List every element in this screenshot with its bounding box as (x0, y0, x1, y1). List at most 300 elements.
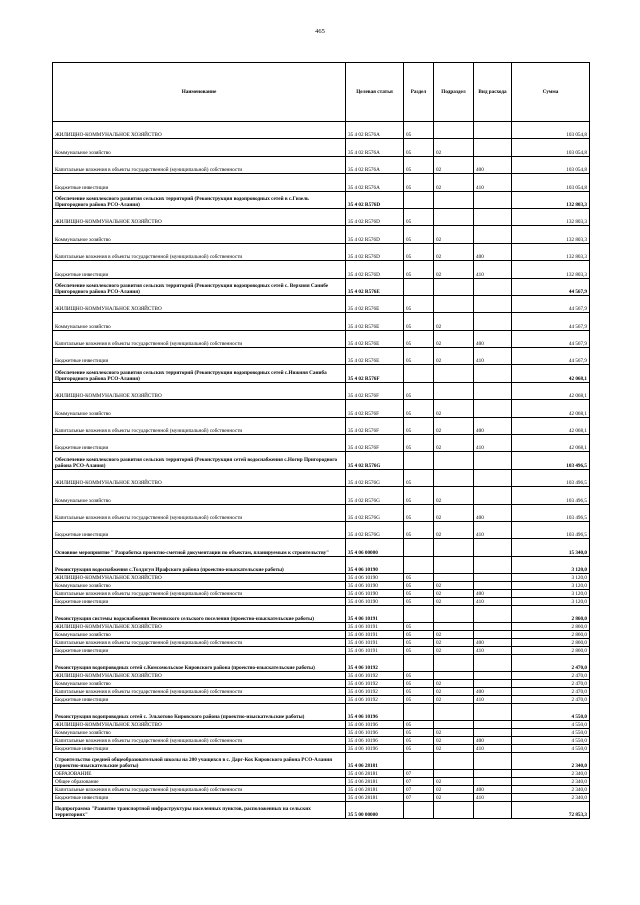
row-article: 35 4 06 10190 (346, 589, 404, 597)
row-name: ЖИЛИЩНО-КОММУНАЛЬНОЕ ХОЗЯЙСТВО (53, 623, 346, 631)
row-sum: 2 860,0 (512, 638, 590, 646)
row-expense-type (474, 582, 512, 590)
row-section: 05 (404, 295, 434, 312)
row-article: 35 4 02 R576E (346, 348, 404, 365)
table-row (53, 156, 590, 173)
table-row (53, 174, 590, 191)
table-row (53, 703, 590, 720)
row-expense-type (474, 631, 512, 639)
table-row (53, 243, 590, 260)
row-expense-type (474, 556, 512, 573)
row-expense-type (474, 452, 512, 469)
row-sum: 3 120,0 (512, 556, 590, 573)
row-section: 05 (404, 226, 434, 243)
row-sum: 2 340,0 (512, 777, 590, 785)
row-article: 35 4 06 10192 (346, 679, 404, 687)
row-name: Коммунальное хозяйство (53, 139, 346, 156)
row-subsection: 02 (434, 793, 474, 801)
row-subsection: 02 (434, 744, 474, 752)
row-subsection: 02 (434, 687, 474, 695)
row-article: 35 4 06 00000 (346, 539, 404, 556)
row-section: 05 (404, 582, 434, 590)
row-sum: 44 567,9 (512, 348, 590, 365)
row-name: ЖИЛИЩНО-КОММУНАЛЬНОЕ ХОЗЯЙСТВО (53, 574, 346, 582)
row-expense-type (474, 139, 512, 156)
row-sum: 44 567,9 (512, 330, 590, 347)
table-row (53, 504, 590, 521)
row-section (404, 752, 434, 769)
row-article: 35 4 02 R576A (346, 122, 404, 139)
row-expense-type (474, 679, 512, 687)
row-article: 35 4 06 10192 (346, 695, 404, 703)
row-article: 35 4 06 10191 (346, 631, 404, 639)
row-article: 35 4 02 R576E (346, 313, 404, 330)
row-section: 05 (404, 597, 434, 605)
row-expense-type (474, 487, 512, 504)
row-subsection: 02 (434, 728, 474, 736)
row-sum: 72 853,3 (512, 801, 590, 818)
row-section (404, 452, 434, 469)
row-article: 35 4 06 28181 (346, 793, 404, 801)
row-expense-type (474, 721, 512, 729)
row-sum: 2 470,0 (512, 695, 590, 703)
row-name: Коммунальное хозяйство (53, 582, 346, 590)
row-expense-type (474, 313, 512, 330)
row-expense-type (474, 278, 512, 295)
row-subsection: 02 (434, 504, 474, 521)
row-name: Обеспечение комплексного развития сельских территорий (Реконструкция водопроводных сетей с.Нижняя Саниба Пригородного района РСО-Алания) (53, 365, 346, 382)
row-article: 35 4 02 R576D (346, 243, 404, 260)
row-expense-type: 400 (474, 504, 512, 521)
row-section: 05 (404, 574, 434, 582)
row-expense-type (474, 539, 512, 556)
row-subsection (434, 752, 474, 769)
row-expense-type (474, 769, 512, 777)
row-article: 35 4 06 10190 (346, 582, 404, 590)
row-article: 35 4 06 10196 (346, 703, 404, 720)
row-name: Коммунальное хозяйство (53, 487, 346, 504)
row-name: Коммунальное хозяйство (53, 631, 346, 639)
row-section: 05 (404, 382, 434, 399)
row-subsection: 02 (434, 646, 474, 654)
row-section: 05 (404, 208, 434, 225)
row-article: 35 4 06 10192 (346, 654, 404, 671)
row-name: Бюджетные инвестиции (53, 695, 346, 703)
table-row (53, 556, 590, 573)
row-section: 05 (404, 687, 434, 695)
header-subsection: Подраздел (434, 63, 474, 122)
row-section: 05 (404, 348, 434, 365)
row-subsection (434, 382, 474, 399)
row-section (404, 556, 434, 573)
row-sum: 103 496,5 (512, 469, 590, 486)
table-row (53, 631, 590, 639)
row-article: 35 4 06 10190 (346, 597, 404, 605)
row-article: 35 4 02 R576D (346, 208, 404, 225)
header-sum: Сумма (512, 63, 590, 122)
row-subsection (434, 278, 474, 295)
row-expense-type: 410 (474, 521, 512, 538)
row-sum: 2 860,0 (512, 631, 590, 639)
row-article: 35 4 06 10196 (346, 721, 404, 729)
row-subsection (434, 295, 474, 312)
row-sum: 2 860,0 (512, 623, 590, 631)
row-name: Капитальные вложения в объекты государственной (муниципальной) собственности (53, 504, 346, 521)
table-row (53, 582, 590, 590)
row-section: 05 (404, 646, 434, 654)
row-name: Обеспечение комплексного развития сельских территорий (Реконструкция сетей водоснабжения с.Ногир Пригородного района РСО-Алания) (53, 452, 346, 469)
row-article: 35 4 06 10191 (346, 623, 404, 631)
row-section: 05 (404, 261, 434, 278)
row-sum: 2 470,0 (512, 672, 590, 680)
row-expense-type: 410 (474, 695, 512, 703)
row-expense-type: 400 (474, 589, 512, 597)
row-section: 05 (404, 721, 434, 729)
row-name: ЖИЛИЩНО-КОММУНАЛЬНОЕ ХОЗЯЙСТВО (53, 122, 346, 139)
row-section (404, 703, 434, 720)
row-sum: 2 340,0 (512, 785, 590, 793)
table-row (53, 469, 590, 486)
row-subsection: 02 (434, 139, 474, 156)
row-name: Бюджетные инвестиции (53, 261, 346, 278)
row-subsection: 02 (434, 261, 474, 278)
row-section: 05 (404, 728, 434, 736)
row-name: Коммунальное хозяйство (53, 400, 346, 417)
row-article: 35 4 02 R576D (346, 261, 404, 278)
row-section: 05 (404, 672, 434, 680)
row-name: Капитальные вложения в объекты государственной (муниципальной) собственности (53, 785, 346, 793)
row-name: Капитальные вложения в объекты государственной (муниципальной) собственности (53, 589, 346, 597)
table-row (53, 539, 590, 556)
row-section: 05 (404, 695, 434, 703)
row-sum: 132 803,3 (512, 208, 590, 225)
row-sum: 4 550,0 (512, 744, 590, 752)
row-article: 35 4 06 10190 (346, 556, 404, 573)
row-name: Обеспечение комплексного развития сельских территорий (Реконструкция водопроводных сетей с. Верхняя Санибе Пригородного района РСО-Алания) (53, 278, 346, 295)
row-expense-type (474, 382, 512, 399)
row-article: 35 4 02 R576F (346, 382, 404, 399)
row-name: Реконструкция водоснабжения с.Толдзгун Ирафского района (проектно-изыскательские работы) (53, 556, 346, 573)
row-subsection: 02 (434, 174, 474, 191)
row-subsection: 02 (434, 417, 474, 434)
row-article: 35 4 02 R576D (346, 191, 404, 208)
row-subsection (434, 556, 474, 573)
row-section: 05 (404, 623, 434, 631)
header-section: Раздел (404, 63, 434, 122)
row-name: Бюджетные инвестиции (53, 646, 346, 654)
row-subsection: 02 (434, 156, 474, 173)
row-expense-type (474, 122, 512, 139)
table-row (53, 295, 590, 312)
row-article: 35 4 06 10191 (346, 605, 404, 622)
row-subsection (434, 191, 474, 208)
row-expense-type: 400 (474, 736, 512, 744)
row-section: 07 (404, 785, 434, 793)
row-article: 35 4 02 R576A (346, 156, 404, 173)
table-row (53, 313, 590, 330)
row-sum: 4 550,0 (512, 728, 590, 736)
budget-table (52, 62, 590, 819)
row-sum: 2 860,0 (512, 605, 590, 622)
row-sum: 132 803,3 (512, 191, 590, 208)
row-subsection: 02 (434, 785, 474, 793)
row-name: ЖИЛИЩНО-КОММУНАЛЬНОЕ ХОЗЯЙСТВО (53, 469, 346, 486)
row-subsection (434, 769, 474, 777)
table-row (53, 744, 590, 752)
row-name: Обеспечение комплексного развития сельских территорий (Реконструкция водопроводных сетей в с.Гизель Пригородного района РСО-Алания) (53, 191, 346, 208)
row-article: 35 4 02 R576F (346, 400, 404, 417)
row-expense-type (474, 672, 512, 680)
row-name: Бюджетные инвестиции (53, 348, 346, 365)
row-name: Капитальные вложения в объекты государственной (муниципальной) собственности (53, 638, 346, 646)
table-row (53, 801, 590, 818)
row-sum: 42 068,1 (512, 435, 590, 452)
table-row (53, 654, 590, 671)
row-section: 05 (404, 744, 434, 752)
row-article: 35 4 02 R576A (346, 174, 404, 191)
row-name: Бюджетные инвестиции (53, 744, 346, 752)
table-row (53, 589, 590, 597)
table-row (53, 521, 590, 538)
row-section (404, 539, 434, 556)
row-expense-type (474, 400, 512, 417)
table-row (53, 752, 590, 769)
table-row (53, 435, 590, 452)
row-section: 05 (404, 469, 434, 486)
row-expense-type (474, 654, 512, 671)
page-number: 465 (315, 28, 325, 35)
row-expense-type: 400 (474, 330, 512, 347)
row-expense-type: 400 (474, 243, 512, 260)
row-expense-type (474, 574, 512, 582)
row-section (404, 801, 434, 818)
row-subsection: 02 (434, 589, 474, 597)
row-sum: 3 120,0 (512, 589, 590, 597)
row-expense-type: 410 (474, 744, 512, 752)
row-name: Коммунальное хозяйство (53, 679, 346, 687)
row-section: 05 (404, 521, 434, 538)
header-expense-type: Вид расхода (474, 63, 512, 122)
row-sum: 132 803,3 (512, 261, 590, 278)
row-name: ЖИЛИЩНО-КОММУНАЛЬНОЕ ХОЗЯЙСТВО (53, 295, 346, 312)
row-expense-type (474, 365, 512, 382)
row-sum: 4 550,0 (512, 703, 590, 720)
row-expense-type: 410 (474, 435, 512, 452)
row-article: 35 4 02 R576E (346, 295, 404, 312)
row-section: 05 (404, 139, 434, 156)
row-section: 05 (404, 631, 434, 639)
row-name: Коммунальное хозяйство (53, 728, 346, 736)
row-subsection (434, 801, 474, 818)
table-row (53, 208, 590, 225)
row-section: 07 (404, 777, 434, 785)
row-subsection: 02 (434, 330, 474, 347)
row-sum: 3 120,0 (512, 582, 590, 590)
row-name: Капитальные вложения в объекты государственной (муниципальной) собственности (53, 736, 346, 744)
row-expense-type (474, 469, 512, 486)
row-subsection: 02 (434, 597, 474, 605)
row-name: Бюджетные инвестиции (53, 174, 346, 191)
row-section: 05 (404, 400, 434, 417)
row-sum: 2 470,0 (512, 679, 590, 687)
row-section: 05 (404, 487, 434, 504)
row-sum: 132 803,3 (512, 226, 590, 243)
table-row (53, 278, 590, 295)
row-subsection (434, 574, 474, 582)
row-subsection (434, 703, 474, 720)
row-subsection: 02 (434, 631, 474, 639)
row-article: 35 4 06 28181 (346, 769, 404, 777)
row-subsection (434, 469, 474, 486)
row-article: 35 4 02 R576E (346, 330, 404, 347)
table-row (53, 638, 590, 646)
row-name: Капитальные вложения в объекты государственной (муниципальной) собственности (53, 417, 346, 434)
table-row (53, 122, 590, 139)
table-row (53, 695, 590, 703)
row-section: 05 (404, 504, 434, 521)
row-section: 07 (404, 769, 434, 777)
row-section: 05 (404, 156, 434, 173)
row-section (404, 278, 434, 295)
row-sum: 103 054,8 (512, 122, 590, 139)
row-section: 05 (404, 243, 434, 260)
row-subsection (434, 365, 474, 382)
row-subsection: 02 (434, 695, 474, 703)
table-row (53, 736, 590, 744)
table-row (53, 400, 590, 417)
row-section: 05 (404, 435, 434, 452)
row-subsection (434, 672, 474, 680)
row-section: 05 (404, 174, 434, 191)
row-subsection: 02 (434, 243, 474, 260)
row-sum: 42 068,1 (512, 417, 590, 434)
row-subsection: 02 (434, 638, 474, 646)
row-sum: 3 120,0 (512, 574, 590, 582)
row-article: 35 4 02 R576F (346, 417, 404, 434)
row-sum: 3 120,0 (512, 597, 590, 605)
row-expense-type (474, 801, 512, 818)
row-sum: 42 068,1 (512, 400, 590, 417)
row-subsection (434, 452, 474, 469)
row-expense-type (474, 777, 512, 785)
row-sum: 103 054,8 (512, 139, 590, 156)
row-sum: 42 068,1 (512, 365, 590, 382)
row-name: Реконструкция водопроводных сетей с. Эльхотово Кировского района (проектно-изыскательские работы) (53, 703, 346, 720)
row-section: 05 (404, 679, 434, 687)
table-row (53, 452, 590, 469)
row-section (404, 654, 434, 671)
row-section: 05 (404, 638, 434, 646)
row-expense-type: 400 (474, 417, 512, 434)
row-article: 35 4 06 28181 (346, 752, 404, 769)
row-name: Общее образование (53, 777, 346, 785)
row-section: 05 (404, 330, 434, 347)
row-subsection (434, 623, 474, 631)
row-subsection: 02 (434, 348, 474, 365)
row-name: ЖИЛИЩНО-КОММУНАЛЬНОЕ ХОЗЯЙСТВО (53, 672, 346, 680)
row-expense-type: 410 (474, 261, 512, 278)
row-expense-type (474, 226, 512, 243)
table-row (53, 623, 590, 631)
row-expense-type: 400 (474, 638, 512, 646)
row-article: 35 4 06 28181 (346, 777, 404, 785)
row-sum: 103 496,5 (512, 521, 590, 538)
row-article: 35 4 02 R576E (346, 278, 404, 295)
row-name: Капитальные вложения в объекты государственной (муниципальной) собственности (53, 243, 346, 260)
row-subsection: 02 (434, 313, 474, 330)
row-expense-type (474, 752, 512, 769)
table-header-row (53, 63, 590, 122)
row-name: Бюджетные инвестиции (53, 793, 346, 801)
row-expense-type: 410 (474, 348, 512, 365)
row-section (404, 191, 434, 208)
row-article: 35 4 02 R576D (346, 226, 404, 243)
row-subsection (434, 122, 474, 139)
row-expense-type: 410 (474, 174, 512, 191)
row-section: 05 (404, 122, 434, 139)
row-expense-type: 400 (474, 785, 512, 793)
table-row (53, 226, 590, 243)
table-row (53, 261, 590, 278)
row-name: ЖИЛИЩНО-КОММУНАЛЬНОЕ ХОЗЯЙСТВО (53, 208, 346, 225)
row-expense-type (474, 728, 512, 736)
table-row (53, 487, 590, 504)
row-sum: 4 550,0 (512, 721, 590, 729)
table-row (53, 769, 590, 777)
row-subsection (434, 654, 474, 671)
row-article: 35 4 06 10196 (346, 744, 404, 752)
row-sum: 2 860,0 (512, 646, 590, 654)
row-expense-type (474, 605, 512, 622)
row-name: Реконструкция системы водоснабжения Весенвского сельского поселения (проектно-изыскательские работы) (53, 605, 346, 622)
row-name: ОБРАЗОВАНИЕ (53, 769, 346, 777)
row-expense-type: 410 (474, 646, 512, 654)
table-row (53, 646, 590, 654)
row-section: 05 (404, 417, 434, 434)
header-name: Наименование (53, 63, 346, 122)
row-article: 35 4 06 10196 (346, 736, 404, 744)
row-sum: 15 340,0 (512, 539, 590, 556)
row-expense-type (474, 623, 512, 631)
row-sum: 132 803,3 (512, 243, 590, 260)
row-section (404, 605, 434, 622)
row-name: Строительство средней общеобразовательной школы на 200 учащихся в с. Дарг-Кох Кировского района РСО-Алания (проектно-изыскательские работы) (53, 752, 346, 769)
row-subsection: 02 (434, 679, 474, 687)
table-row (53, 721, 590, 729)
row-sum: 2 470,0 (512, 654, 590, 671)
row-name: ЖИЛИЩНО-КОММУНАЛЬНОЕ ХОЗЯЙСТВО (53, 382, 346, 399)
table-row (53, 139, 590, 156)
row-sum: 103 496,5 (512, 504, 590, 521)
row-expense-type: 400 (474, 687, 512, 695)
row-name: Бюджетные инвестиции (53, 435, 346, 452)
table-row (53, 330, 590, 347)
row-subsection (434, 539, 474, 556)
row-section: 05 (404, 313, 434, 330)
row-article: 35 4 02 R576G (346, 487, 404, 504)
row-article: 35 4 06 10191 (346, 638, 404, 646)
row-article: 35 4 02 R576G (346, 521, 404, 538)
row-sum: 103 496,5 (512, 452, 590, 469)
row-sum: 103 496,5 (512, 487, 590, 504)
table-row (53, 672, 590, 680)
table-row (53, 728, 590, 736)
row-name: Коммунальное хозяйство (53, 313, 346, 330)
row-article: 35 4 06 10192 (346, 687, 404, 695)
row-article: 35 4 02 R576F (346, 435, 404, 452)
table-row (53, 687, 590, 695)
row-name: Бюджетные инвестиции (53, 521, 346, 538)
